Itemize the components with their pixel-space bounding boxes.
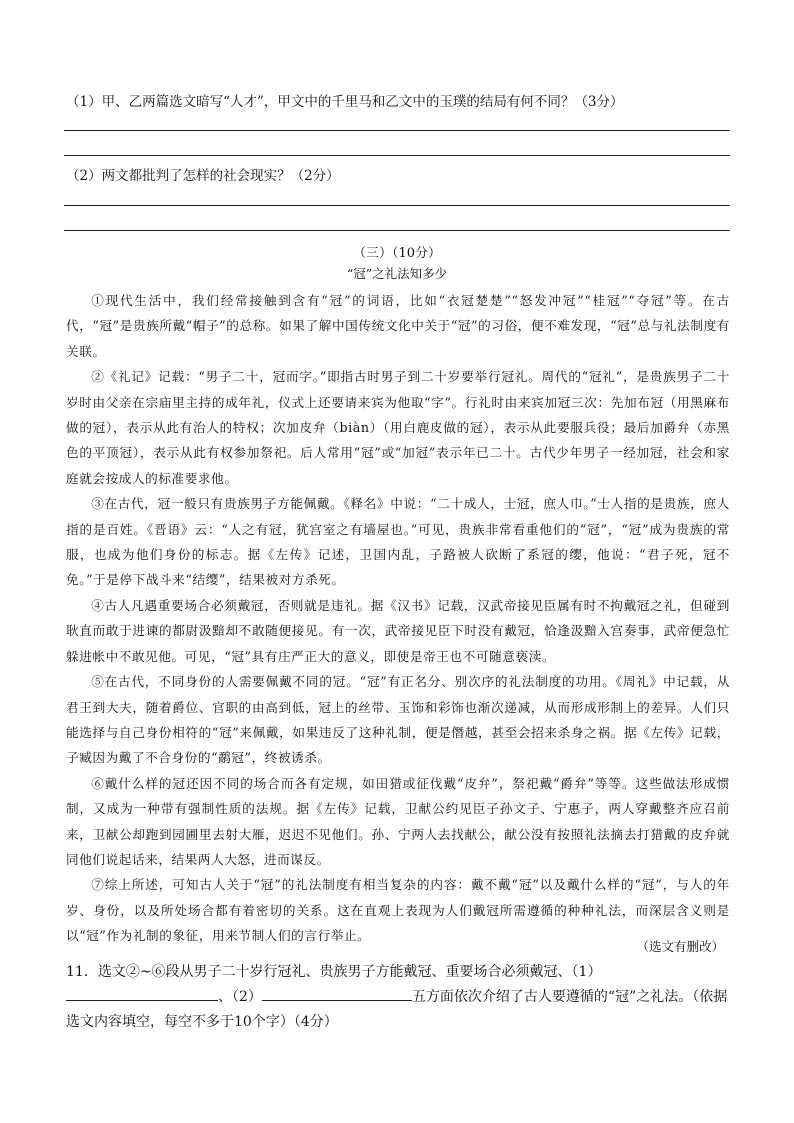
- question-11-lead: 11．选文②~⑥段从男子二十岁行冠礼、贵族男子方能戴冠、重要场合必须戴冠、（1）: [66, 964, 602, 980]
- question-2: （2）两文都批判了怎样的社会现实？（2分）: [66, 168, 340, 184]
- answer-line[interactable]: [64, 205, 730, 206]
- question-11-mid: 、（2）: [218, 989, 262, 1005]
- question-11-tail: 五方面依次介绍了古人要遵循的“冠”之礼法。（依据选文内容填空，每空不多于10个字）（4分）: [66, 989, 728, 1030]
- paragraph-7: ⑦综上所述，可知古人关于“冠”的礼法制度有相当复杂的内容：戴不戴“冠”以及戴什么样的“冠”，与人的年岁、身份，以及所处场合都有着密切的关系。这在直观上表现为人们戴冠所需遵循的种种礼法，而深层含义则是以“冠”作为礼制的象征，用来节制人们的言行举止。: [66, 877, 730, 944]
- article-body: [66, 288, 730, 949]
- paragraph-4: ④古人凡遇重要场合必须戴冠，否则就是违礼。据《汉书》记载，汉武帝接见臣属有时不拘戴冠之礼，但碰到耿直而敢于进谏的都尉汲黯却不敢随便接见。有一次，武帝接见臣下时没有戴冠，恰逢汲黯入宫奏事，武帝便急忙躲进帐中不敢见他。可见，“冠”具有庄严正大的意义，即使是帝王也不可随意亵渎。: [66, 597, 730, 664]
- answer-line[interactable]: [64, 155, 730, 156]
- section-heading: （三）（10分）: [352, 246, 442, 261]
- source-note: （选文有删改）: [636, 939, 724, 954]
- question-11: [66, 960, 736, 1035]
- paragraph-6: ⑥戴什么样的冠还因不同的场合而各有定规，如田猎或征伐戴“皮弁”，祭祀戴“爵弁”等等。这些做法形成惯制，又成为一种带有强制性质的法规。据《左传》记载，卫献公约见臣子孙文子、宁惠子，两人穿戴整齐应召前来，卫献公却跑到园圃里去射大雁，迟迟不见他们。孙、宁两人去找献公，献公没有按照礼法摘去打猎戴的皮弁就同他们说起话来，结果两人大怒，进而谋反。: [66, 775, 730, 867]
- paragraph-1: ①现代生活中，我们经常接触到含有“冠”的词语，比如“衣冠楚楚”“怒发冲冠”“桂冠”“夺冠”等。在古代，“冠”是贵族所戴“帽子”的总称。如果了解中国传统文化中关于“冠”的习俗，便不难发现，“冠”总与礼法制度有关联。: [66, 293, 730, 359]
- answer-blank-1[interactable]: [66, 985, 218, 1001]
- article-title: “冠”之礼法知多少: [346, 266, 448, 281]
- paragraph-2: ②《礼记》记载：“男子二十，冠而字。”即指古时男子到二十岁要举行冠礼。周代的“冠礼”，是贵族男子二十岁时由父亲在宗庙里主持的成年礼，仪式上还要请来宾为他取“字”。行礼时由来宾加冠三次：先加布冠（用黑麻布做的冠），表示从此有治人的特权；次加皮弁（biàn）（用白鹿皮做的冠），表示从此要服兵役；最后加爵弁（赤黑色的平顶冠），表示从此有权参加祭祀。后人常用“冠”或“加冠”表示年已二十。古代少年男子一经加冠，社会和家庭就会按成人的标准要求他。: [66, 369, 730, 486]
- paragraph-5: ⑤在古代，不同身份的人需要佩戴不同的冠。“冠”有正名分、别次序的礼法制度的功用。《周礼》中记载，从君王到大夫，随着爵位、官职的由高到低，冠上的丝带、玉饰和彩饰也渐次递减，从而形成形制上的差异。人们只能选择与自己身份相符的“冠”来佩戴，如果违反了这种礼制，便是僭越，甚至会招来杀身之祸。据《左传》记载，子臧因为戴了不合身份的“鹬冠”，终被诱杀。: [66, 674, 730, 766]
- paragraph-3: ③在古代，冠一般只有贵族男子方能佩戴。《释名》中说：“二十成人，士冠，庶人巾。”士人指的是贵族，庶人指的是百姓。《晋语》云：“人之有冠，犹宫室之有墙屋也。”可见，贵族非常看重他们的“冠”，“冠”成为贵族的常服，也成为他们身份的标志。据《左传》记述，卫国内乱，子路被人砍断了系冠的缨，他说：“君子死，冠不免。”于是停下战斗来“结缨”，结果被对方杀死。: [66, 496, 730, 588]
- question-1: （1）甲、乙两篇选文暗写“人才”，甲文中的千里马和乙文中的玉璞的结局有何不同？（3分）: [66, 94, 624, 110]
- answer-line[interactable]: [64, 230, 730, 231]
- answer-blank-2[interactable]: [262, 985, 412, 1001]
- answer-line[interactable]: [64, 130, 730, 131]
